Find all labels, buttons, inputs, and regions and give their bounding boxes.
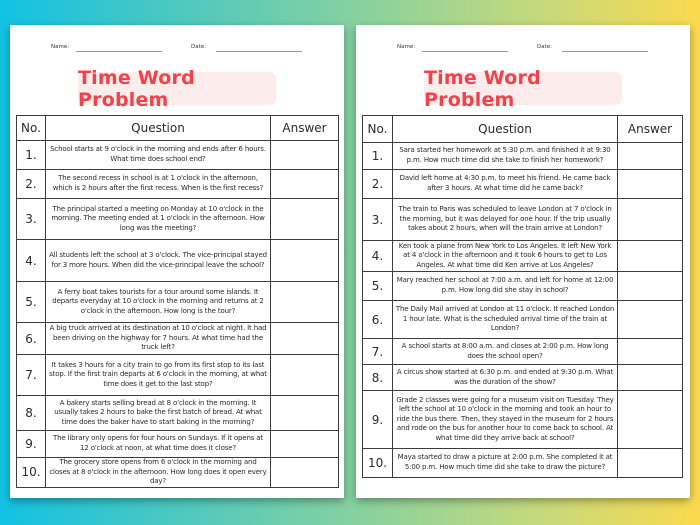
table-row (17, 199, 339, 240)
page-title: Time Word Problem (78, 66, 195, 111)
header-answer: Answer (271, 116, 339, 141)
question-text: A bakery starts selling bread at 8 o'clock in the morning. It usually takes 2 hours to bake the first batch of bread. At what time does the baker have to start baking in the morning? (46, 396, 271, 431)
question-text: A circus show started at 6:30 p.m. and ended at 9:30 p.m. What was the duration of the show? (393, 365, 618, 391)
row-number: 5. (17, 282, 46, 323)
answer-cell[interactable] (271, 458, 339, 488)
row-number: 2. (17, 170, 46, 199)
table-row (17, 282, 339, 323)
table-row (363, 449, 683, 478)
answer-cell[interactable] (271, 199, 339, 240)
question-text: School starts at 9 o'clock in the morning and ends after 6 hours. What time does school end? (46, 141, 271, 170)
header-question: Question (46, 116, 271, 141)
header-no: No. (17, 116, 46, 141)
answer-cell[interactable] (271, 170, 339, 199)
question-text: Maya started to draw a picture at 2:00 p.m. She completed it at 5:00 p.m. How much time did she take to draw the picture? (393, 449, 618, 478)
title-banner (78, 66, 276, 111)
row-number: 2. (363, 170, 393, 199)
row-number: 9. (17, 431, 46, 458)
answer-cell[interactable] (271, 141, 339, 170)
table-row (17, 323, 339, 355)
header-answer: Answer (618, 116, 683, 143)
table-row (17, 240, 339, 282)
table-row (363, 365, 683, 391)
date-field[interactable] (216, 51, 302, 52)
question-text: Ken took a plane from New York to Los Angeles. It left New York at 4 o'clock in the afternoon and it took 6 hours to get to Los Angeles. At what time did Ken arrive at Los Angeles? (393, 241, 618, 272)
question-text: All students left the school at 3 o'clock. The vice-principal stayed for 3 more hours. When did the vice-principal leave the school? (46, 240, 271, 282)
table-row (17, 141, 339, 170)
question-text: A ferry boat takes tourists for a tour around some islands. It departs everyday at 10 o'clock in the morning and returns at 2 o'clock in the afternoon. How long is the tour? (46, 282, 271, 323)
table-row (363, 339, 683, 365)
table-row (363, 272, 683, 301)
question-table (362, 115, 683, 478)
name-field[interactable] (76, 51, 162, 52)
row-number: 3. (363, 199, 393, 241)
table-header-row (363, 116, 683, 143)
answer-cell[interactable] (618, 339, 683, 365)
answer-cell[interactable] (618, 199, 683, 241)
question-text: The second recess in school is at 1 o'clock in the afternoon, which is 2 hours after the first recess. When is the first recess? (46, 170, 271, 199)
answer-cell[interactable] (618, 272, 683, 301)
table-row (17, 431, 339, 458)
date-label: Date: (537, 44, 552, 50)
row-number: 1. (363, 143, 393, 170)
table-row (363, 241, 683, 272)
table-row (363, 143, 683, 170)
row-number: 4. (17, 240, 46, 282)
row-number: 6. (17, 323, 46, 355)
answer-cell[interactable] (271, 355, 339, 396)
question-table (16, 115, 339, 488)
row-number: 7. (17, 355, 46, 396)
row-number: 6. (363, 301, 393, 339)
answer-cell[interactable] (618, 449, 683, 478)
name-date-row (10, 44, 344, 54)
name-label: Name: (51, 44, 70, 50)
row-number: 10. (363, 449, 393, 478)
answer-cell[interactable] (618, 391, 683, 449)
answer-cell[interactable] (271, 323, 339, 355)
question-text: David left home at 4:30 p.m. to meet his friend. He came back after 3 hours. At what time did he came back? (393, 170, 618, 199)
date-field[interactable] (562, 51, 648, 52)
table-header-row (17, 116, 339, 141)
question-text: The train to Paris was scheduled to leave London at 7 o'clock in the morning, but it was delayed for one hour. If the trip usually takes about 2 hours, when will the train arrive at London? (393, 199, 618, 241)
row-number: 10. (17, 458, 46, 488)
table-row (363, 170, 683, 199)
header-no: No. (363, 116, 393, 143)
row-number: 1. (17, 141, 46, 170)
question-text: Sara started her homework at 5:30 p.m. and finished it at 9:30 p.m. How much time did she take to finish her homework? (393, 143, 618, 170)
table-row (17, 396, 339, 431)
table-row (17, 355, 339, 396)
question-text: A school starts at 8:00 a.m. and closes at 2:00 p.m. How long does the school open? (393, 339, 618, 365)
row-number: 9. (363, 391, 393, 449)
answer-cell[interactable] (271, 396, 339, 431)
name-date-row (356, 44, 690, 54)
page-title: Time Word Problem (424, 66, 541, 111)
row-number: 5. (363, 272, 393, 301)
row-number: 7. (363, 339, 393, 365)
answer-cell[interactable] (618, 170, 683, 199)
table-row (17, 170, 339, 199)
date-label: Date: (191, 44, 206, 50)
question-text: The library only opens for four hours on Sundays. If it opens at 12 o'clock at noon, at what time does it close? (46, 431, 271, 458)
row-number: 8. (363, 365, 393, 391)
question-text: The principal started a meeting on Monday at 10 o'clock in the morning. The meeting ended at 1 o'clock in the afternoon. How long was the meeting? (46, 199, 271, 240)
answer-cell[interactable] (618, 301, 683, 339)
answer-cell[interactable] (271, 282, 339, 323)
row-number: 3. (17, 199, 46, 240)
answer-cell[interactable] (618, 365, 683, 391)
table-row (363, 301, 683, 339)
answer-cell[interactable] (618, 143, 683, 170)
row-number: 4. (363, 241, 393, 272)
question-text: Mary reached her school at 7:00 a.m. and left for home at 12:00 p.m. How long did she stay in school? (393, 272, 618, 301)
answer-cell[interactable] (618, 241, 683, 272)
name-field[interactable] (422, 51, 508, 52)
header-question: Question (393, 116, 618, 143)
title-banner (424, 66, 622, 111)
answer-cell[interactable] (271, 240, 339, 282)
worksheet-right (356, 25, 690, 498)
question-text: The Daily Mail arrived at London at 11 o'clock. It reached London 1 hour late. What is the scheduled arrival time of the train at London? (393, 301, 618, 339)
question-text: It takes 3 hours for a city train to go from its first stop to its last stop. If the first train departs at 6 o'clock in the morning, at what time does it get to the last stop? (46, 355, 271, 396)
name-label: Name: (397, 44, 416, 50)
table-row (17, 458, 339, 488)
question-text: Grade 2 classes were going for a museum visit on Tuesday. They left the school at 10 o'clock in the morning and took an hour to ride the bus there. Then, they stayed in the museum for 2 hours and rode on the bus for another hour to come back to school. At what time did they arrive back at school? (393, 391, 618, 449)
question-text: The grocery store opens from 6 o'clock in the morning and closes at 8 o'clock in the afternoon. How long does it open every day? (46, 458, 271, 488)
question-text: A big truck arrived at its destination at 10 o'clock at night. It had been driving on the highway for 7 hours. At what time had the truck left? (46, 323, 271, 355)
answer-cell[interactable] (271, 431, 339, 458)
table-row (363, 199, 683, 241)
table-row (363, 391, 683, 449)
row-number: 8. (17, 396, 46, 431)
worksheet-left (10, 25, 344, 498)
